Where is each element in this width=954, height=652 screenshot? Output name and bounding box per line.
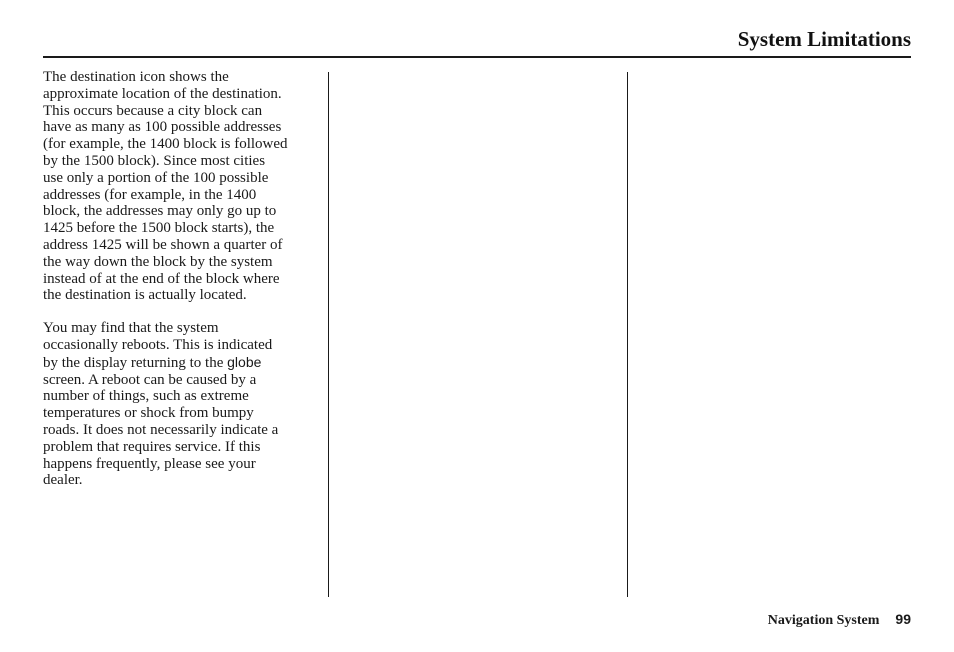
text-line: number of things, such as extreme: [43, 388, 249, 405]
text-line: happens frequently, please see your: [43, 455, 256, 472]
text-line: This occurs because a city block can: [43, 102, 263, 119]
column-divider-right: [627, 72, 628, 597]
text-line: screen. A reboot can be caused by a: [43, 371, 257, 388]
text-line: [43, 354, 319, 372]
text-line: You may find that the system: [43, 320, 219, 337]
page-number: 99: [895, 611, 911, 627]
column-divider-left: [328, 72, 329, 597]
text-line: instead of at the end of the block where: [43, 270, 280, 287]
text-line: approximate location of the destination.: [43, 85, 282, 102]
text-line: 1425 before the 1500 block starts), the: [43, 220, 275, 237]
text-line: (for example, the 1400 block is followed: [43, 136, 288, 153]
text-line: temperatures or shock from bumpy: [43, 405, 254, 422]
page-footer: [768, 610, 911, 630]
text-line: block, the addresses may only go up to: [43, 203, 277, 220]
globe-screen-name: globe: [227, 353, 262, 370]
text-line: have as many as 100 possible addresses: [43, 119, 282, 136]
text-line: roads. It does not necessarily indicate a: [43, 421, 279, 438]
text-line: use only a portion of the 100 possible: [43, 169, 269, 186]
left-column-text: [43, 69, 319, 489]
title-rule: [43, 56, 911, 58]
text-line: problem that requires service. If this: [43, 438, 261, 455]
text-line: dealer.: [43, 472, 83, 489]
footer-section-label: Navigation System: [767, 613, 880, 628]
text-line: occasionally reboots. This is indicated: [43, 336, 273, 353]
paragraph-system-reboot: [43, 320, 319, 489]
paragraph-destination-icon: [43, 69, 319, 304]
text-line: The destination icon shows the: [43, 69, 229, 85]
text-line-prefix: by the display returning to the: [43, 354, 228, 371]
text-line: the destination is actually located.: [43, 287, 247, 304]
text-line: addresses (for example, in the 1400: [43, 186, 257, 203]
text-line: the way down the block by the system: [43, 253, 273, 270]
page-title: System Limitations: [737, 27, 911, 51]
text-line: address 1425 will be shown a quarter of: [43, 236, 283, 253]
text-line: by the 1500 block). Since most cities: [43, 152, 266, 169]
